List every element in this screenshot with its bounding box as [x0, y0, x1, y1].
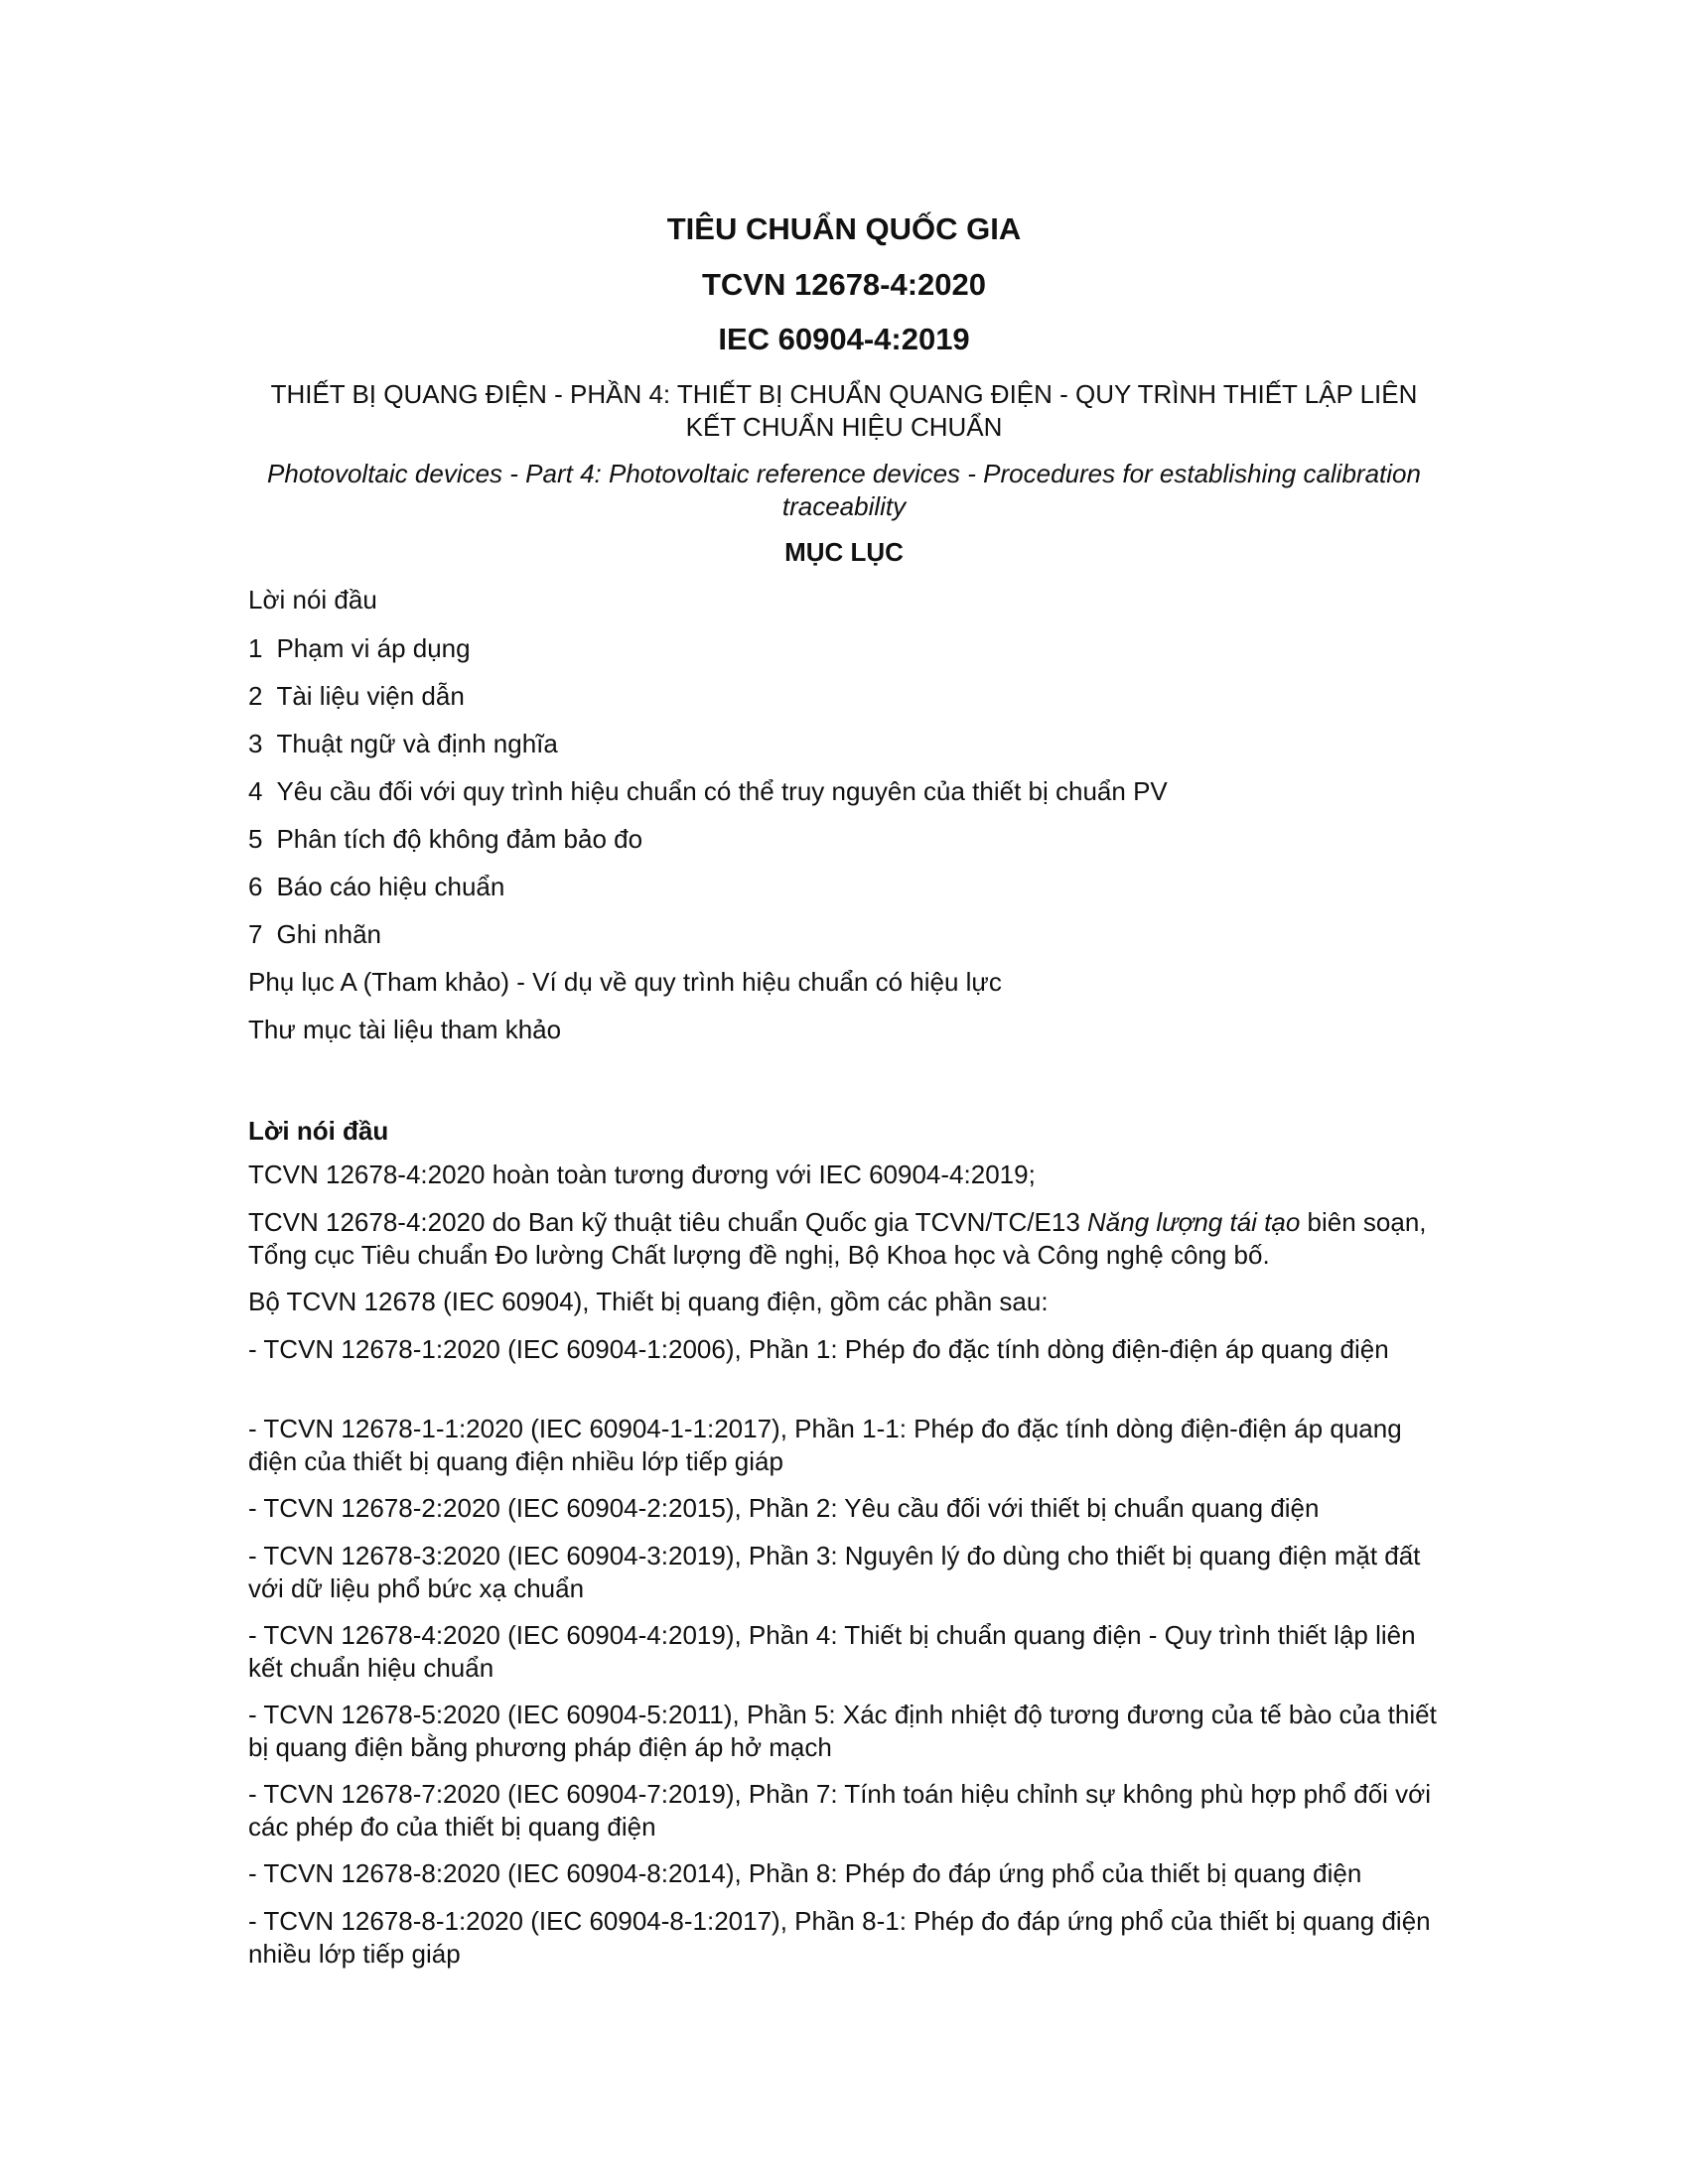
toc-annex: Phụ lục A (Tham khảo) - Ví dụ về quy trình hiệu chuẩn có hiệu lực — [248, 967, 1002, 997]
toc-item-label: Phạm vi áp dụng — [276, 633, 471, 663]
toc-bibliography: Thư mục tài liệu tham khảo — [248, 1015, 562, 1044]
title-vietnamese: THIẾT BỊ QUANG ĐIỆN - PHẦN 4: THIẾT BỊ CHUẨN QUANG ĐIỆN - QUY TRÌNH THIẾT LẬP LIÊN KẾT CHUẨN HIỆU CHUẨN — [270, 379, 1418, 442]
part-list-item: - TCVN 12678-1:2020 (IEC 60904-1:2006), Phần 1: Phép đo đặc tính dòng điện-điện áp quang điện — [248, 1334, 1389, 1364]
toc-item-label: Tài liệu viện dẫn — [276, 681, 465, 711]
toc-item-label: Yêu cầu đối với quy trình hiệu chuẩn có thể truy nguyên của thiết bị chuẩn PV — [276, 776, 1168, 806]
toc-item-label: Thuật ngữ và định nghĩa — [276, 729, 558, 758]
foreword-paragraph-2 — [248, 1206, 1440, 1272]
foreword-paragraph-1: TCVN 12678-4:2020 hoàn toàn tương đương với IEC 60904-4:2019; — [248, 1160, 1036, 1189]
toc-item-label: Báo cáo hiệu chuẩn — [276, 872, 505, 901]
part-list-item: - TCVN 12678-8-1:2020 (IEC 60904-8-1:2017), Phần 8-1: Phép đo đáp ứng phổ của thiết bị quang điện nhiều lớp tiếp giáp — [248, 1906, 1431, 1969]
paragraph-2-italic-term: Năng lượng tái tạo — [1087, 1207, 1301, 1237]
toc-item-number: 1 — [248, 633, 263, 663]
toc-item-label: Ghi nhãn — [276, 919, 381, 949]
toc-item — [248, 871, 1440, 903]
part-list-item: - TCVN 12678-2:2020 (IEC 60904-2:2015), Phần 2: Yêu cầu đối với thiết bị chuẩn quang điện — [248, 1493, 1320, 1523]
part-list-item: - TCVN 12678-8:2020 (IEC 60904-8:2014), Phần 8: Phép đo đáp ứng phổ của thiết bị quang điện — [248, 1858, 1362, 1888]
tcvn-code: TCVN 12678-4:2020 — [701, 267, 987, 302]
toc-item-number: 7 — [248, 919, 263, 949]
part-list-item: - TCVN 12678-5:2020 (IEC 60904-5:2011), Phần 5: Xác định nhiệt độ tương đương của tế bào của thiết bị quang điện bằng phương pháp điện áp hở mạch — [248, 1700, 1437, 1762]
toc-heading: MỤC LỤC — [784, 537, 904, 567]
toc-item — [248, 680, 1440, 713]
iec-code: IEC 60904-4:2019 — [718, 322, 970, 356]
foreword-paragraph-3: Bộ TCVN 12678 (IEC 60904), Thiết bị quang điện, gồm các phần sau: — [248, 1287, 1049, 1316]
toc-item-number: 2 — [248, 681, 263, 711]
toc-item — [248, 728, 1440, 760]
toc-foreword: Lời nói đầu — [248, 585, 377, 614]
paragraph-2-text-end: biên soạn, Tổng cục Tiêu chuẩn Đo lường Chất lượng đề nghị, Bộ Khoa học và Công nghệ công bố. — [248, 1207, 1427, 1270]
part-list-item: - TCVN 12678-4:2020 (IEC 60904-4:2019), Phần 4: Thiết bị chuẩn quang điện - Quy trình thiết lập liên kết chuẩn hiệu chuẩn — [248, 1620, 1416, 1683]
part-list-item: - TCVN 12678-3:2020 (IEC 60904-3:2019), Phần 3: Nguyên lý đo dùng cho thiết bị quang điện mặt đất với dữ liệu phổ bức xạ chuẩn — [248, 1541, 1421, 1603]
title-english: Photovoltaic devices - Part 4: Photovoltaic reference devices - Procedures for establishing calibration traceability — [267, 459, 1421, 521]
toc-item-number: 3 — [248, 729, 263, 758]
toc-item — [248, 918, 1440, 951]
toc-item-number: 6 — [248, 872, 263, 901]
toc-item-number: 4 — [248, 776, 263, 806]
standard-type: TIÊU CHUẨN QUỐC GIA — [666, 211, 1022, 246]
toc-item — [248, 632, 1440, 665]
foreword-heading: Lời nói đầu — [248, 1116, 389, 1146]
toc-item — [248, 775, 1440, 808]
part-list-item: - TCVN 12678-7:2020 (IEC 60904-7:2019), Phần 7: Tính toán hiệu chỉnh sự không phù hợp phổ đối với các phép đo của thiết bị quang điện — [248, 1779, 1431, 1842]
toc-item-label: Phân tích độ không đảm bảo đo — [276, 824, 643, 854]
paragraph-2-text-start: TCVN 12678-4:2020 do Ban kỹ thuật tiêu chuẩn Quốc gia TCVN/TC/E13 — [248, 1207, 1087, 1237]
toc-item — [248, 823, 1440, 856]
toc-item-number: 5 — [248, 824, 263, 854]
part-list-item: - TCVN 12678-1-1:2020 (IEC 60904-1-1:2017), Phần 1-1: Phép đo đặc tính dòng điện-điện áp quang điện của thiết bị quang điện nhiều lớp tiếp giáp — [248, 1414, 1402, 1476]
